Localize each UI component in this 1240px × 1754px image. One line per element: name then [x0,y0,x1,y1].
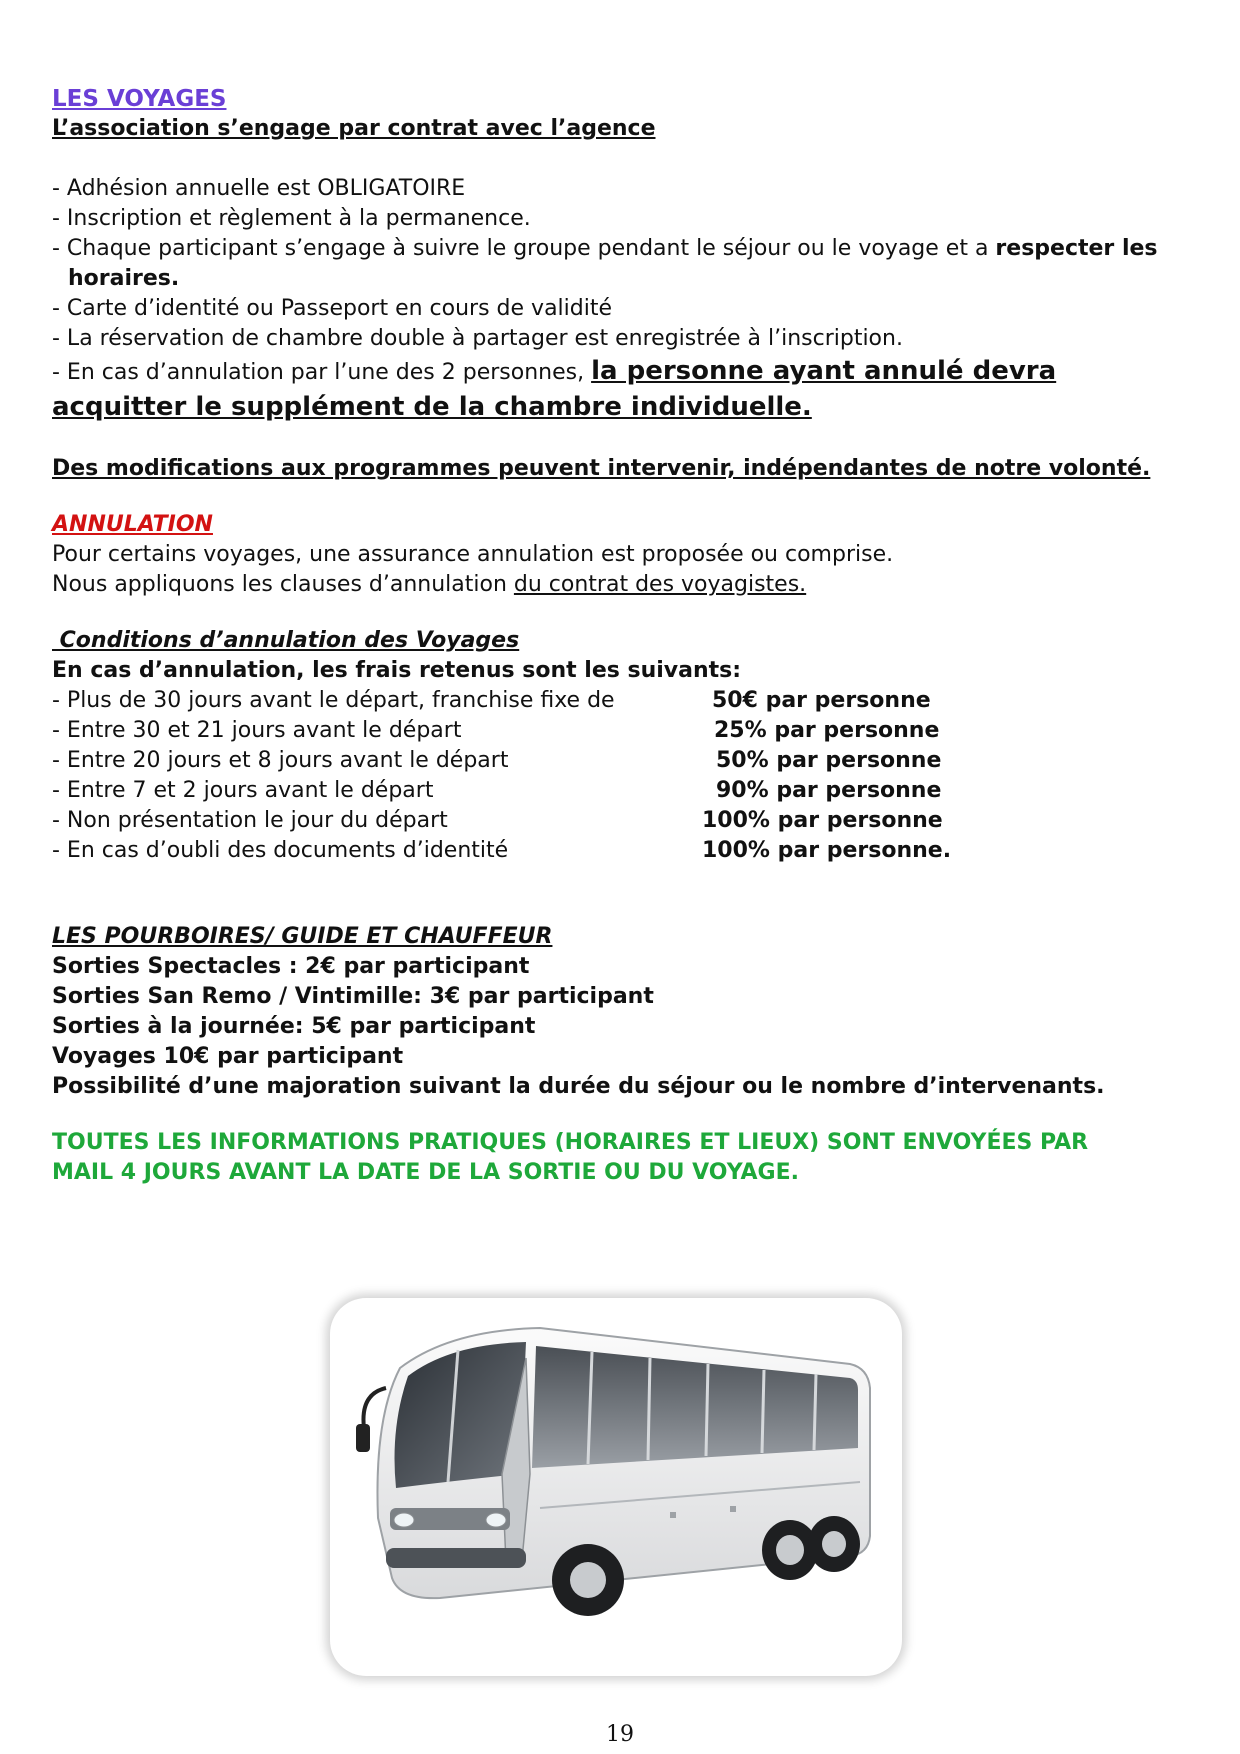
info-notice: TOUTES LES INFORMATIONS PRATIQUES (HORAIRES ET LIEUX) SONT ENVOYÉES PAR [52,1130,1089,1155]
fee-label: - Entre 30 et 21 jours avant le départ [52,718,462,743]
fee-row [52,776,1172,806]
fee-row [52,746,1172,776]
voyages-item: - Inscription et règlement à la permanence. [52,206,531,231]
voyages-item [52,234,1172,264]
fee-row [52,686,1172,716]
fee-value: 100% par personne. [702,838,952,863]
conditions-intro: En cas d’annulation, les frais retenus sont les suivants: [52,658,742,683]
program-change-notice: Des modifications aux programmes peuvent intervenir, indépendantes de notre volonté. [52,456,1151,481]
document-page [52,84,1172,1188]
voyages-item-emphasis: la personne ayant annulé devra [591,356,1057,386]
coach-bus-icon [330,1298,902,1676]
fee-row [52,806,1172,836]
voyages-item-emphasis-cont: horaires. [68,266,180,291]
tip-line: Possibilité d’une majoration suivant la durée du séjour ou le nombre d’intervenants. [52,1074,1105,1099]
voyages-item-text: - En cas d’annulation par l’une des 2 personnes, [52,360,592,385]
tip-line: Voyages 10€ par participant [52,1044,404,1069]
fee-value: 50€ par personne [712,688,931,713]
voyages-subtitle: L’association s’engage par contrat avec l’agence [52,116,656,141]
annulation-text [52,570,1172,600]
annulation-text: Pour certains voyages, une assurance annulation est proposée ou comprise. [52,542,894,567]
coach-bus-image [330,1298,902,1676]
fees-list [52,686,1172,866]
voyages-item-emphasis: respecter les [995,236,1158,261]
info-notice: MAIL 4 JOURS AVANT LA DATE DE LA SORTIE OU DU VOYAGE. [52,1160,799,1185]
fee-value: 25% par personne [714,718,940,743]
annulation-text-part: Nous appliquons les clauses d’annulation [52,572,514,597]
tip-line: Sorties à la journée: 5€ par participant [52,1014,536,1039]
section-title-voyages: LES VOYAGES [52,86,227,112]
contract-reference: du contrat des voyagistes. [513,572,807,597]
fee-value: 50% par personne [716,748,942,773]
voyages-item-emphasis-cont: acquitter le supplément de la chambre individuelle. [52,392,812,422]
page-number: 19 [606,1722,634,1747]
fee-label: - Non présentation le jour du départ [52,808,448,833]
section-title-conditions: Conditions d’annulation des Voyages [52,628,520,653]
voyages-item: - La réservation de chambre double à partager est enregistrée à l’inscription. [52,326,903,351]
fee-row [52,716,1172,746]
fee-value: 90% par personne [716,778,942,803]
fee-value: 100% par personne [702,808,943,833]
voyages-item [52,354,1172,390]
voyages-item-text: - Chaque participant s’engage à suivre le groupe pendant le séjour ou le voyage et a [52,236,996,261]
tip-line: Sorties Spectacles : 2€ par participant [52,954,530,979]
fee-label: - En cas d’oubli des documents d’identité [52,838,509,863]
fee-row [52,836,1172,866]
fee-label: - Entre 7 et 2 jours avant le départ [52,778,434,803]
fee-label: - Plus de 30 jours avant le départ, franchise fixe de [52,688,615,713]
section-title-annulation: ANNULATION [52,512,213,537]
voyages-item: - Adhésion annuelle est OBLIGATOIRE [52,176,466,201]
voyages-item: - Carte d’identité ou Passeport en cours de validité [52,296,613,321]
tip-line: Sorties San Remo / Vintimille: 3€ par participant [52,984,654,1009]
fee-label: - Entre 20 jours et 8 jours avant le départ [52,748,509,773]
section-title-pourboires: LES POURBOIRES/ GUIDE ET CHAUFFEUR [52,924,553,949]
